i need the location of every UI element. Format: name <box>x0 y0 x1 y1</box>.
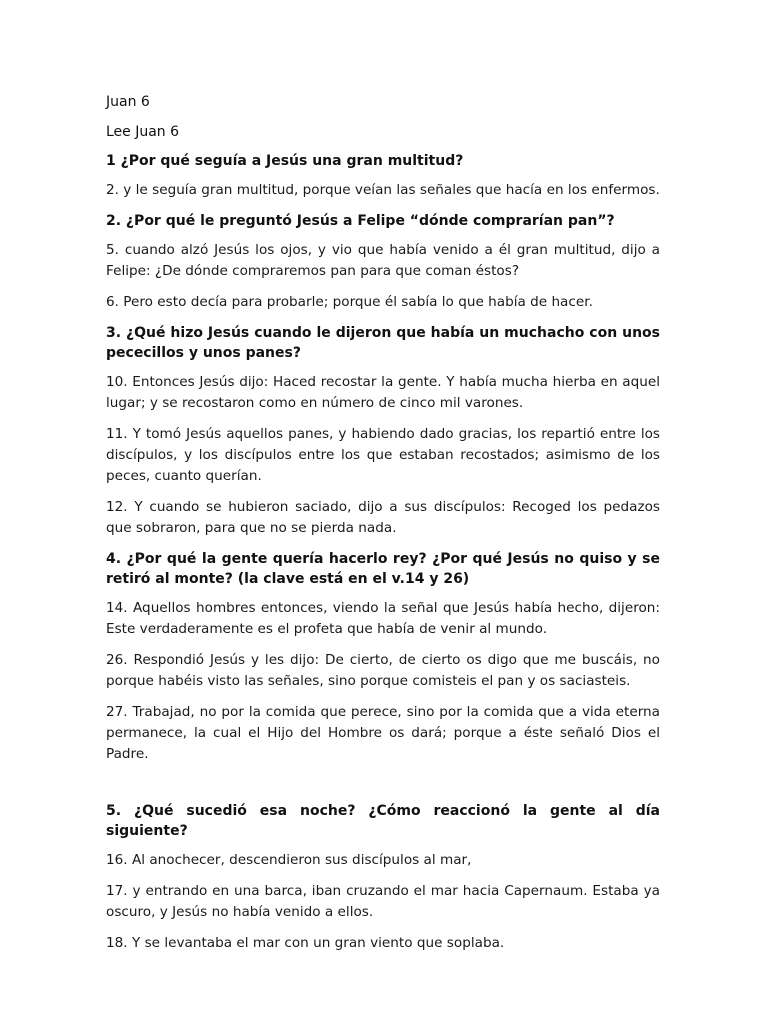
verse-paragraph: 14. Aquellos hombres entonces, viendo la señal que Jesús había hecho, dijeron: Este verdaderamente es el profeta que había de venir al mundo. <box>106 600 660 637</box>
verse-paragraph: 27. Trabajad, no por la comida que perece, sino por la comida que a vida eterna permanece, la cual el Hijo del Hombre os dará; porque a éste señaló Dios el Padre. <box>106 704 660 762</box>
question-2: 2. ¿Por qué le preguntó Jesús a Felipe “dónde comprarían pan”? <box>106 213 615 229</box>
verse-paragraph: 6. Pero esto decía para probarle; porque él sabía lo que había de hacer. <box>106 294 593 310</box>
document-title: Juan 6 <box>106 94 150 110</box>
verse-paragraph: 5. cuando alzó Jesús los ojos, y vio que había venido a él gran multitud, dijo a Felipe: ¿De dónde compraremos pan para que coman éstos? <box>106 242 660 279</box>
document-subtitle: Lee Juan 6 <box>106 124 180 140</box>
document-page <box>106 92 660 964</box>
verse-paragraph: 16. Al anochecer, descendieron sus discípulos al mar, <box>106 852 472 868</box>
question-3: 3. ¿Qué hizo Jesús cuando le dijeron que había un muchacho con unos pececillos y unos panes? <box>106 325 660 361</box>
verse-paragraph: 2. y le seguía gran multitud, porque veían las señales que hacía en los enfermos. <box>106 182 660 198</box>
verse-paragraph: 10. Entonces Jesús dijo: Haced recostar la gente. Y había mucha hierba en aquel lugar; y se recostaron como en número de cinco mil varones. <box>106 374 660 411</box>
verse-paragraph: 11. Y tomó Jesús aquellos panes, y habiendo dado gracias, los repartió entre los discípulos, y los discípulos entre los que estaban recostados; asimismo de los peces, cuanto querían. <box>106 426 660 484</box>
verse-paragraph: 17. y entrando en una barca, iban cruzando el mar hacia Capernaum. Estaba ya oscuro, y Jesús no había venido a ellos. <box>106 883 660 920</box>
question-5: 5. ¿Qué sucedió esa noche? ¿Cómo reaccionó la gente al día siguiente? <box>106 803 660 839</box>
question-4: 4. ¿Por qué la gente quería hacerlo rey? ¿Por qué Jesús no quiso y se retiró al monte? (la clave está en el v.14 y 26) <box>106 551 660 587</box>
section-spacer <box>106 775 660 801</box>
verse-paragraph: 26. Respondió Jesús y les dijo: De cierto, de cierto os digo que me buscáis, no porque habéis visto las señales, sino porque comisteis el pan y os saciasteis. <box>106 652 660 689</box>
verse-paragraph: 12. Y cuando se hubieron saciado, dijo a sus discípulos: Recoged los pedazos que sobraron, para que no se pierda nada. <box>106 499 660 536</box>
question-1: 1 ¿Por qué seguía a Jesús una gran multitud? <box>106 153 464 169</box>
verse-paragraph: 18. Y se levantaba el mar con un gran viento que soplaba. <box>106 935 505 951</box>
